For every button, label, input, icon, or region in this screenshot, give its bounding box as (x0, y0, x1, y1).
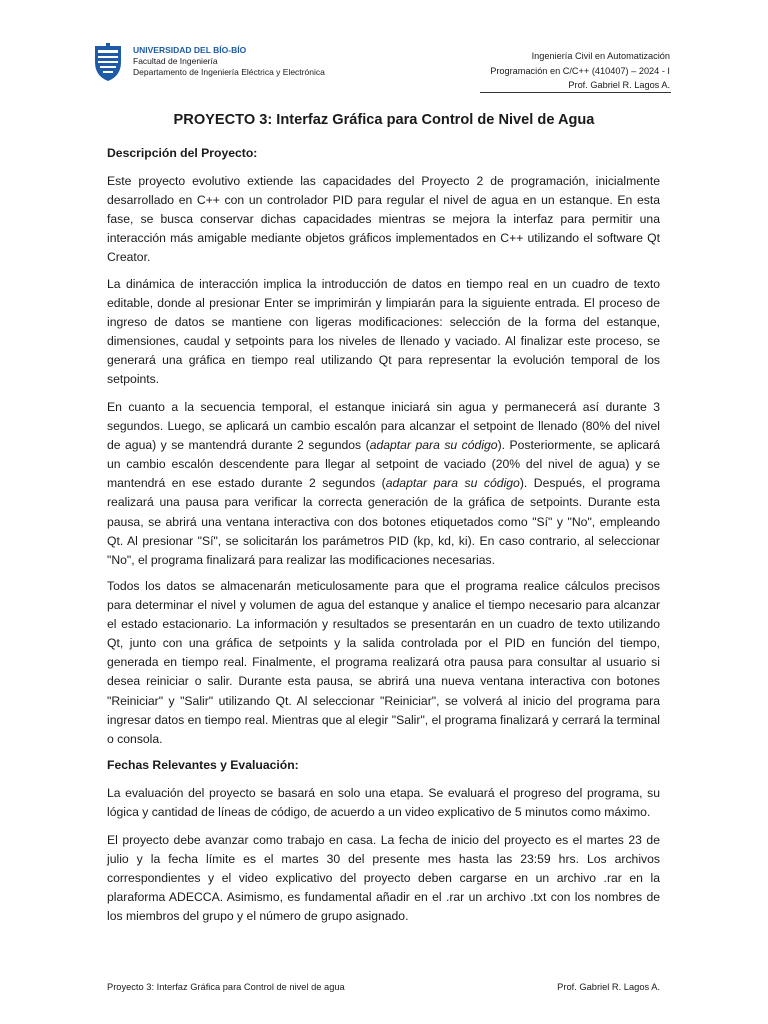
footer-project: Proyecto 3: Interfaz Gráfica para Control de nivel de agua (107, 982, 345, 992)
paragraph-data-storage: Todos los datos se almacenarán meticulosamente para que el programa realice cálculos precisos para determinar el nivel y volumen de agua del estanque y analice el tiempo necesario para alcanzar el estado estacionario. La información y resultados se presentarán en un cuadro de texto utilizando Qt, junto con una gráfica de setpoints y la salida controlada por el PID en función del tiempo, generada en tiempo real. Finalmente, el programa realizará otra pausa para consultar al usuario si desea reiniciar o salir. Durante esta pausa, se abrirá una nueva ventana interactiva con botones "Reiniciar" y "Salir" utilizando Qt. Al seleccionar "Reiniciar", se volverá al inicio del programa para ingresar datos en tiempo real. Mientras que al elegir "Salir", el programa finalizará y cerrará la terminal o consola. (107, 579, 660, 746)
university-logo-icon (92, 42, 124, 82)
paragraph-evaluation: La evaluación del proyecto se basará en solo una etapa. Se evaluará el progreso del programa, su lógica y cantidad de líneas de código, de acuerdo a un video explicativo de 5 minutos como máximo. (107, 786, 660, 820)
university-name: UNIVERSIDAD DEL BÍO-BÍO (133, 45, 247, 55)
footer-professor: Prof. Gabriel R. Lagos A. (557, 982, 660, 992)
paragraph-intro: Este proyecto evolutivo extiende las capacidades del Proyecto 2 de programación, inicialmente desarrollado en C++ con un controlador PID para regular el nivel de agua en un estanque. En esta fase, se busca conservar dichas capacidades mientras se mejora la interfaz para permitir una interacción más amigable mediante objetos gráficos implementados en C++ utilizando el software Qt Creator. (107, 174, 660, 265)
paragraph-sequence (107, 398, 660, 570)
sequence-text-3: ). Después, el programa realizará una pausa para verificar la correcta generación de la gráfica de setpoints. Durante esta pausa, se abrirá una ventana interactiva con dos botones etiquetados como "Sí" y "No", empleando Qt. Al presionar "Sí", se solicitarán los parámetros PID (kp, kd, ki). En caso contrario, al seleccionar "No", el programa finalizará para realizar las modificaciones necesarias. (107, 476, 660, 567)
document-title: PROYECTO 3: Interfaz Gráfica para Control de Nivel de Agua (173, 112, 595, 128)
course-name: Programación en C/C++ (410407) – 2024 - I (490, 65, 670, 76)
course-info (490, 49, 670, 93)
paragraph-deadline: El proyecto debe avanzar como trabajo en casa. La fecha de inicio del proyecto es el martes 23 de julio y la fecha límite es el martes 30 del presente mes hasta las 23:59 hrs. Los archivos correspondientes y el video explicativo del proyecto deben cargarse en un archivo .rar en la plaraforma ADECCA. Asimismo, es fundamental añadir en el .rar un archivo .txt con los nombres de los miembros del grupo y el número de grupo asignado. (107, 833, 660, 924)
section-heading-dates: Fechas Relevantes y Evaluación: (107, 758, 299, 772)
sequence-text-1: En cuanto a la secuencia temporal, el estanque iniciará sin agua y permanecerá así durante 3 segundos. Luego, se aplicará un cambio escalón para alcanzar el setpoint de llenado (80% del nivel de agua) y se mantendrá durante 2 segundos ( (107, 400, 660, 453)
page-header (92, 42, 670, 94)
university-info (133, 45, 325, 78)
header-divider (480, 92, 671, 93)
program-name: Ingeniería Civil en Automatización (531, 51, 670, 61)
faculty-name: Facultad de Ingeniería (133, 56, 218, 66)
section-heading-description: Descripción del Proyecto: (107, 146, 258, 160)
department-name: Departamento de Ingeniería Eléctrica y Electrónica (133, 67, 325, 77)
sequence-text-2: ). Posteriormente, se aplicará un cambio escalón descendente para llegar al setpoint de vaciado (20% del nivel de agua) y se mantendrá en ese estado durante 2 segundos ( (107, 438, 660, 491)
sequence-emphasis-2: adaptar para su código (385, 476, 520, 491)
paragraph-interaction: La dinámica de interacción implica la introducción de datos en tiempo real en un cuadro de texto editable, donde al presionar Enter se imprimirán y limpiarán para la siguiente entrada. El proceso de ingreso de datos se mantiene con ligeras modificaciones: selección de la forma del estanque, dimensiones, caudal y setpoints para los niveles de llenado y vaciado. Al finalizar este proceso, se generará una gráfica en tiempo real utilizando Qt para representar la evolución temporal de los setpoints. (107, 277, 660, 387)
header-professor: Prof. Gabriel R. Lagos A. (568, 80, 670, 90)
sequence-emphasis-1: adaptar para su código (369, 438, 498, 453)
